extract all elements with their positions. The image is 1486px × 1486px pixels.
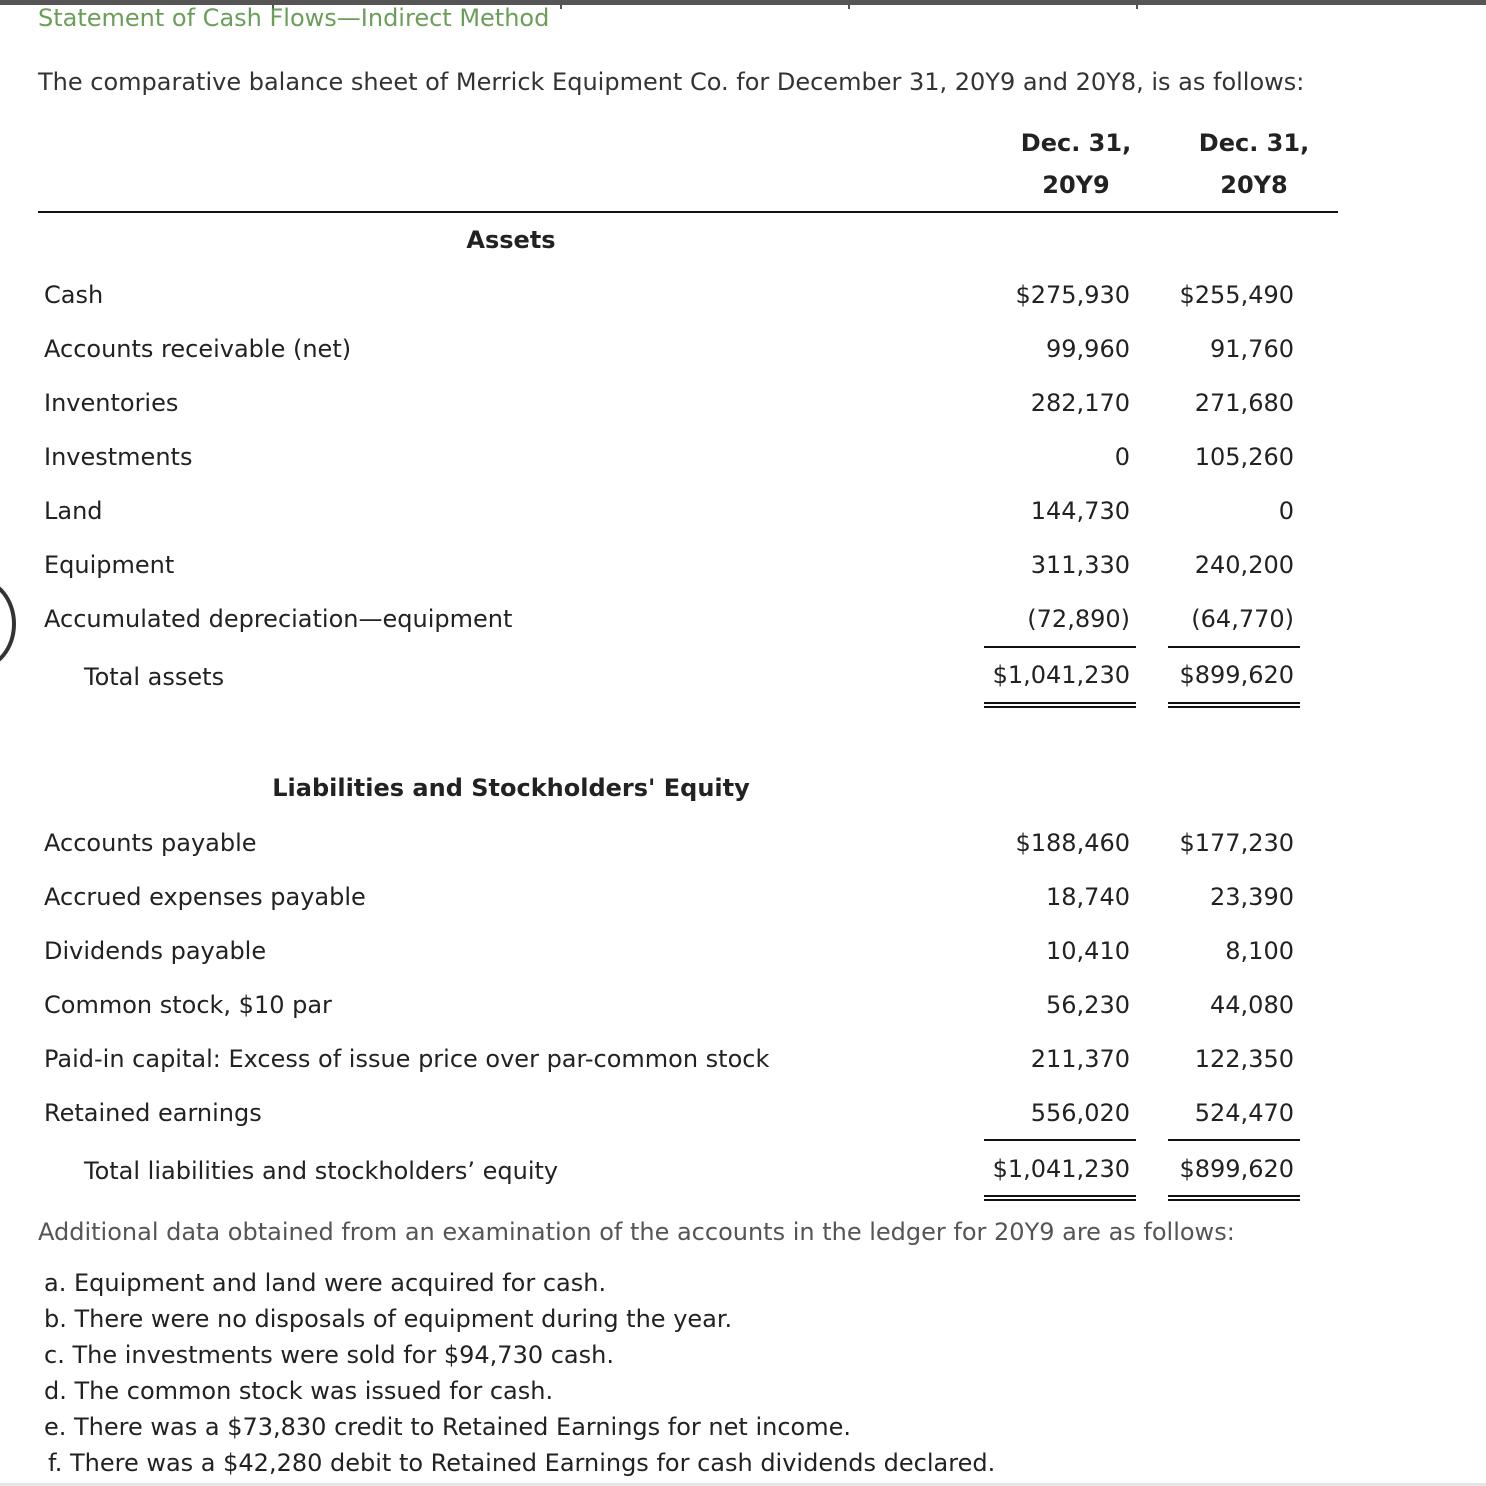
asset-value-20y8: 0 xyxy=(1278,497,1294,525)
asset-value-20y8: $255,490 xyxy=(1179,281,1294,309)
liability-value-20y9: $188,460 xyxy=(1015,829,1130,857)
asset-value-20y9: 99,960 xyxy=(1046,335,1130,363)
column-header-20y8 xyxy=(1154,122,1354,206)
asset-value-20y8: 105,260 xyxy=(1194,443,1294,471)
asset-label-investments: Investments xyxy=(44,443,193,471)
total-double-rule xyxy=(984,1195,1136,1201)
asset-value-20y9: $275,930 xyxy=(1015,281,1130,309)
column-header-line2: 20Y8 xyxy=(1220,171,1288,199)
asset-value-20y8: 271,680 xyxy=(1194,389,1294,417)
liability-value-20y8: 8,100 xyxy=(1225,937,1294,965)
asset-value-20y9: 282,170 xyxy=(1030,389,1130,417)
total-double-rule xyxy=(984,702,1136,708)
subtotal-rule xyxy=(984,1139,1136,1141)
list-item: e. There was a $73,830 credit to Retained Earnings for net income. xyxy=(44,1413,851,1441)
subtotal-rule xyxy=(1168,1139,1300,1141)
liability-value-20y9: 18,740 xyxy=(1046,883,1130,911)
total-assets-value-20y9: $1,041,230 xyxy=(992,661,1130,689)
equity-value-20y8: 44,080 xyxy=(1210,991,1294,1019)
equity-label-common-stock: Common stock, $10 par xyxy=(44,991,332,1019)
asset-label-inventories: Inventories xyxy=(44,389,179,417)
assets-heading: Assets xyxy=(466,226,556,254)
liability-value-20y8: $177,230 xyxy=(1179,829,1294,857)
intro-text: The comparative balance sheet of Merrick Equipment Co. for December 31, 20Y9 and 20Y8, is as follows: xyxy=(38,68,1305,96)
equity-label-paid-in-capital: Paid-in capital: Excess of issue price over par-common stock xyxy=(44,1045,770,1073)
column-header-line2: 20Y9 xyxy=(1042,171,1110,199)
equity-value-20y8: 524,470 xyxy=(1194,1099,1294,1127)
equity-label-retained-earnings: Retained earnings xyxy=(44,1099,262,1127)
asset-label-land: Land xyxy=(44,497,103,525)
liability-label-dividends-payable: Dividends payable xyxy=(44,937,267,965)
column-header-20y9 xyxy=(976,122,1176,206)
subtotal-rule xyxy=(1168,646,1300,648)
column-header-line1: Dec. 31, xyxy=(1020,129,1132,157)
list-item: b. There were no disposals of equipment during the year. xyxy=(44,1305,733,1333)
total-liabilities-equity-value-20y8: $899,620 xyxy=(1179,1155,1294,1183)
total-double-rule xyxy=(1168,1195,1300,1201)
asset-value-20y8: 91,760 xyxy=(1210,335,1294,363)
asset-value-20y9: 311,330 xyxy=(1030,551,1130,579)
asset-value-20y9: (72,890) xyxy=(1027,605,1130,633)
additional-data-intro: Additional data obtained from an examination of the accounts in the ledger for 20Y9 are as follows: xyxy=(38,1218,1235,1246)
list-item: c. The investments were sold for $94,730 cash. xyxy=(44,1341,614,1369)
total-liabilities-equity-label: Total liabilities and stockholders’ equity xyxy=(84,1157,559,1185)
header-rule xyxy=(38,211,1338,213)
equity-value-20y9: 211,370 xyxy=(1030,1045,1130,1073)
asset-value-20y8: 240,200 xyxy=(1194,551,1294,579)
additional-data-list xyxy=(44,1265,995,1481)
asset-label-accounts-receivable: Accounts receivable (net) xyxy=(44,335,352,363)
list-item: f. There was a $42,280 debit to Retained Earnings for cash dividends declared. xyxy=(48,1449,996,1477)
page-edge-arc xyxy=(0,578,16,670)
asset-label-accumulated-depreciation: Accumulated depreciation—equipment xyxy=(44,605,513,633)
asset-value-20y9: 0 xyxy=(1114,443,1130,471)
liability-label-accrued-expenses: Accrued expenses payable xyxy=(44,883,366,911)
equity-value-20y9: 56,230 xyxy=(1046,991,1130,1019)
page-title: Statement of Cash Flows—Indirect Method xyxy=(38,4,550,32)
top-border-tick xyxy=(1136,0,1138,9)
column-header-line1: Dec. 31, xyxy=(1198,129,1310,157)
asset-label-cash: Cash xyxy=(44,281,104,309)
equity-value-20y8: 122,350 xyxy=(1194,1045,1294,1073)
top-border-tick xyxy=(848,0,850,9)
top-border-tick xyxy=(560,0,562,9)
asset-value-20y9: 144,730 xyxy=(1030,497,1130,525)
total-liabilities-equity-value-20y9: $1,041,230 xyxy=(992,1155,1130,1183)
list-item: a. Equipment and land were acquired for cash. xyxy=(44,1269,607,1297)
liability-value-20y8: 23,390 xyxy=(1210,883,1294,911)
total-assets-value-20y8: $899,620 xyxy=(1179,661,1294,689)
liability-label-accounts-payable: Accounts payable xyxy=(44,829,257,857)
asset-value-20y8: (64,770) xyxy=(1191,605,1294,633)
liabilities-heading: Liabilities and Stockholders' Equity xyxy=(272,774,750,802)
total-double-rule xyxy=(1168,702,1300,708)
list-item: d. The common stock was issued for cash. xyxy=(44,1377,554,1405)
equity-value-20y9: 556,020 xyxy=(1030,1099,1130,1127)
liability-value-20y9: 10,410 xyxy=(1046,937,1130,965)
asset-label-equipment: Equipment xyxy=(44,551,175,579)
subtotal-rule xyxy=(984,646,1136,648)
total-assets-label: Total assets xyxy=(84,663,225,691)
